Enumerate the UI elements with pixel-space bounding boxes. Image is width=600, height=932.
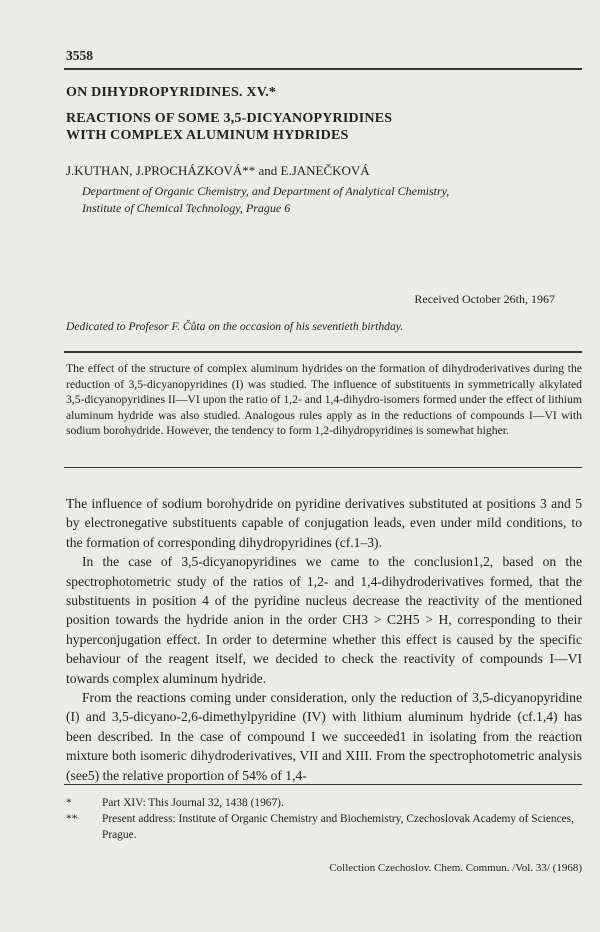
abstract-bottom-rule [64, 467, 582, 468]
footnote-1-mark: * [66, 797, 72, 809]
affiliation-line1: Department of Organic Chemistry, and Department of Analytical Chemistry, [82, 184, 450, 198]
article-title-line2: WITH COMPLEX ALUMINUM HYDRIDES [66, 128, 349, 143]
body-text [66, 494, 582, 785]
article-series-title: ON DIHYDROPYRIDINES. XV.* [66, 85, 277, 100]
footnote-2 [66, 811, 582, 843]
footnote-2-text: Present address: Institute of Organic Chemistry and Biochemistry, Czechoslovak Academy of Sciences, Prague. [102, 813, 574, 841]
footnotes [66, 795, 582, 843]
authors: J.KUTHAN, J.PROCHÁZKOVÁ** and E.JANEČKOVÁ [66, 163, 370, 178]
footnote-1-text: Part XIV: This Journal 32, 1438 (1967). [102, 797, 284, 809]
body-paragraph-2: In the case of 3,5-dicyanopyridines we came to the conclusion1,2, based on the spectrophotometric study of the ratios of 1,2- and 1,4-dihydroderivatives formed, that the substituents in position 4 of the pyridine nucleus decrease the reactivity of the mentioned position towards the hydride anion in the order CH3 > C2H5 > H, corresponding to their hyperconjugation effect. In order to determine whether this effect is caused by the specific behaviour of the reagent itself, we decided to check the reactivity of compounds I—VI towards complex aluminum hydride. [66, 554, 582, 686]
abstract-top-rule [64, 351, 582, 353]
dedication: Dedicated to Profesor F. Čůta on the occasion of his seventieth birthday. [66, 320, 404, 333]
article-title-line1: REACTIONS OF SOME 3,5-DICYANOPYRIDINES [66, 111, 393, 126]
header-rule [64, 68, 582, 70]
footnote-1 [66, 795, 582, 811]
page-number: 3558 [66, 48, 93, 63]
affiliation [82, 183, 449, 217]
article-title [66, 110, 392, 144]
footnote-2-mark: ** [66, 813, 78, 825]
footnote-rule [64, 784, 582, 785]
abstract: The effect of the structure of complex aluminum hydrides on the formation of dihydroderivatives during the reduction of 3,5-dicyanopyridines (I) was studied. The influence of substituents in symmetrically alkylated 3,5-dicyanopyridines II—VI upon the ratio of 1,2- and 1,4-dihydro-isomers formed under the effect of lithium aluminum hydride was also studied. Analogous rules apply as in the reductions of compounds I—VI with sodium borohydride. However, the tendency to form 1,2-dihydropyridines is somewhat higher. [66, 362, 582, 438]
affiliation-line2: Institute of Chemical Technology, Prague 6 [82, 201, 291, 215]
received-date: Received October 26th, 1967 [414, 292, 555, 306]
body-paragraph-3: From the reactions coming under consideration, only the reduction of 3,5-dicyanopyridine (I) and 3,5-dicyano-2,6-dimethylpyridine (IV) with lithium aluminum hydride (cf.1,4) has been described. In the case of compound I we succeeded1 in isolating from the reaction mixture both isomeric dihydroderivatives, VII and XIII. From the spectrophotometric analysis (see5) the relative proportion of 54% of 1,4- [66, 690, 582, 783]
journal-footer: Collection Czechoslov. Chem. Commun. /Vol. 33/ (1968) [329, 862, 582, 874]
body-paragraph-1: The influence of sodium borohydride on pyridine derivatives substituted at positions 3 and 5 by electronegative substituents capable of conjugation leads, even under mild conditions, to the formation of corresponding dihydropyridines (cf.1–3). [66, 496, 582, 550]
